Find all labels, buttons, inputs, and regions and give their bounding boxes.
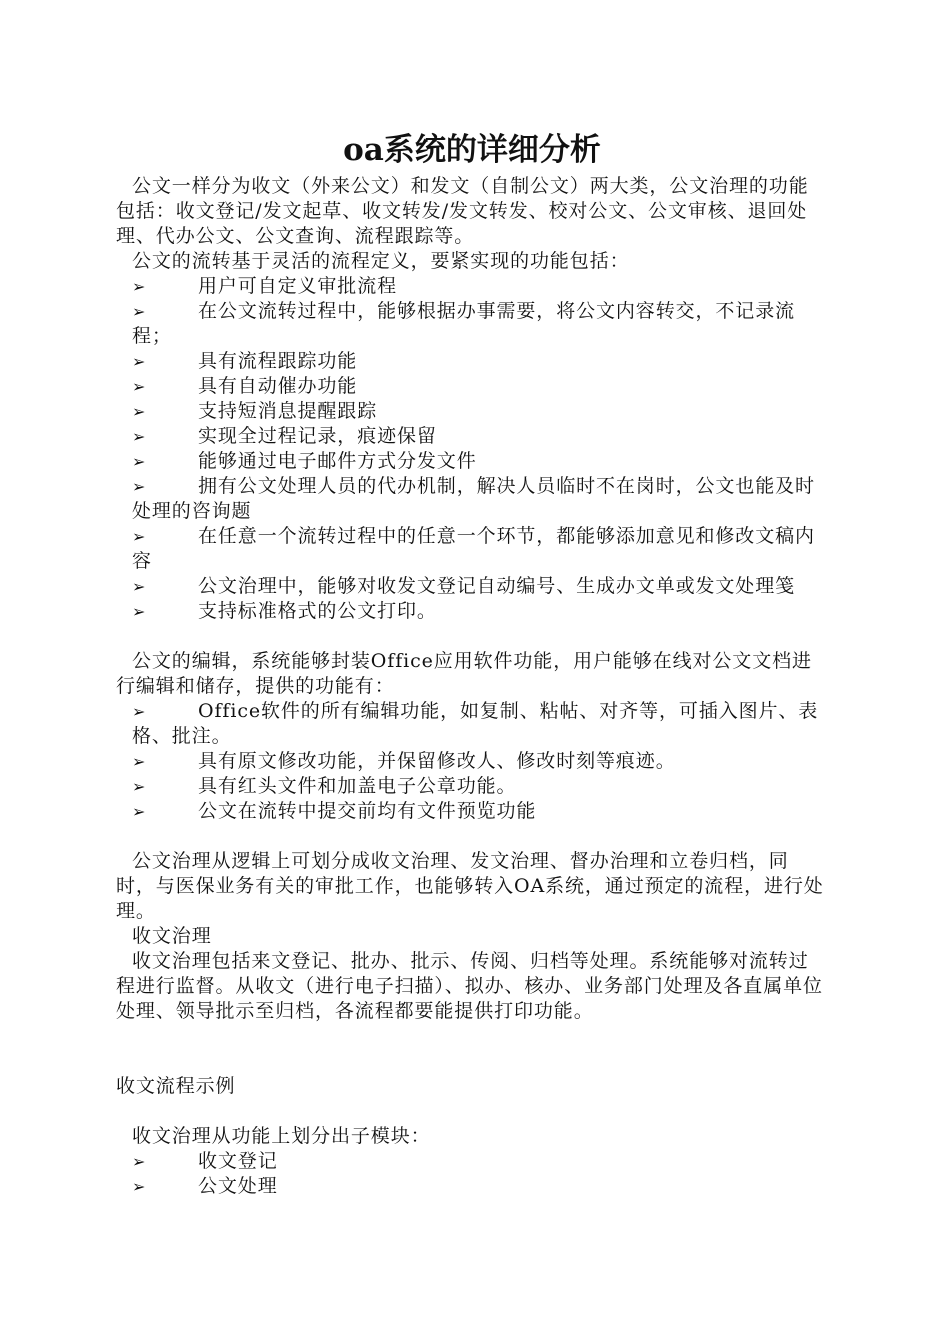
paragraph-modules-lead: 收文治理从功能上划分出子模块： xyxy=(132,1125,431,1147)
figure-caption: 收文流程示例 xyxy=(116,1075,236,1097)
paragraph-receiving: 收文治理包括来文登记、批办、批示、传阅、归档等处理。系统能够对流转过程进行监督。从收文（进行电子扫描）、拟办、核办、业务部门处理及各直属单位处理、领导批示至归档，各流程都要能提供打印功能。 xyxy=(116,950,823,1022)
list-item: ➢ 收文登记 xyxy=(132,1150,278,1172)
list-item: ➢ Office软件的所有编辑功能，如复制、粘帖、对齐等，可插入图片、表格、批注。 xyxy=(132,700,819,747)
spacer xyxy=(116,1024,828,1074)
list-item: ➢ 能够通过电子邮件方式分发文件 xyxy=(132,450,477,472)
list-item: ➢ 实现全过程记录，痕迹保留 xyxy=(132,425,437,447)
list-item: ➢ 公文在流转中提交前均有文件预览功能 xyxy=(132,800,537,822)
spacer xyxy=(116,624,828,649)
document-title: oa系统的详细分析 xyxy=(343,132,601,168)
bullet-arrow-icon: ➢ xyxy=(132,777,147,796)
list-item: ➢ 具有自动催办功能 xyxy=(132,375,358,397)
list-item: ➢ 具有红头文件和加盖电子公章功能。 xyxy=(132,775,517,797)
list-item: ➢ 在任意一个流转过程中的任意一个环节，都能够添加意见和修改文稿内容 xyxy=(132,525,815,572)
list-item: ➢ 公文治理中，能够对收发文登记自动编号、生成办文单或发文处理笺 xyxy=(132,575,796,597)
bullet-arrow-icon: ➢ xyxy=(132,277,147,296)
list-item: ➢ 拥有公文处理人员的代办机制，解决人员临时不在岗时，公文也能及时处理的咨询题 xyxy=(132,475,815,522)
editing-feature-list xyxy=(116,699,828,824)
list-item: ➢ 公文处理 xyxy=(132,1175,278,1197)
bullet-arrow-icon: ➢ xyxy=(132,452,147,471)
paragraph-document-management: 公文治理从逻辑上可划分成收文治理、发文治理、督办治理和立卷归档，同时，与医保业务有关的审批工作，也能够转入OA系统，通过预定的流程，进行处理。 xyxy=(116,850,824,922)
bullet-arrow-icon: ➢ xyxy=(132,427,147,446)
list-item: ➢ 具有流程跟踪功能 xyxy=(132,350,358,372)
list-item: ➢ 具有原文修改功能，并保留修改人、修改时刻等痕迹。 xyxy=(132,750,676,772)
list-item: ➢ 在公文流转过程中，能够根据办事需要，将公文内容转交，不记录流程； xyxy=(132,300,796,347)
bullet-arrow-icon: ➢ xyxy=(132,377,147,396)
bullet-arrow-icon: ➢ xyxy=(132,577,147,596)
bullet-arrow-icon: ➢ xyxy=(132,602,147,621)
spacer xyxy=(116,824,828,849)
paragraph-editing-lead: 公文的编辑，系统能够封装Office应用软件功能，用户能够在线对公文文档进行编辑和储存，提供的功能有： xyxy=(116,650,812,697)
bullet-arrow-icon: ➢ xyxy=(132,1152,147,1171)
list-item: ➢ 用户可自定义审批流程 xyxy=(132,275,398,297)
list-item: ➢ 支持标准格式的公文打印。 xyxy=(132,600,437,622)
bullet-arrow-icon: ➢ xyxy=(132,802,147,821)
section-heading-receiving: 收文治理 xyxy=(132,925,212,947)
paragraph-flow-lead: 公文的流转基于灵活的流程定义，要紧实现的功能包括： xyxy=(132,250,630,272)
bullet-arrow-icon: ➢ xyxy=(132,352,147,371)
bullet-arrow-icon: ➢ xyxy=(132,702,147,721)
bullet-arrow-icon: ➢ xyxy=(132,752,147,771)
bullet-arrow-icon: ➢ xyxy=(132,402,147,421)
module-list xyxy=(116,1149,828,1199)
flow-feature-list xyxy=(116,274,828,624)
bullet-arrow-icon: ➢ xyxy=(132,477,147,496)
list-item: ➢ 支持短消息提醒跟踪 xyxy=(132,400,378,422)
bullet-arrow-icon: ➢ xyxy=(132,527,147,546)
spacer xyxy=(116,1099,828,1124)
bullet-arrow-icon: ➢ xyxy=(132,1177,147,1196)
document-page xyxy=(116,128,828,1199)
paragraph-intro: 公文一样分为收文（外来公文）和发文（自制公文）两大类，公文治理的功能包括：收文登记/发文起草、收文转发/发文转发、校对公文、公文审核、退回处理、代办公文、公文查询、流程跟踪等。 xyxy=(116,175,809,247)
bullet-arrow-icon: ➢ xyxy=(132,302,147,321)
